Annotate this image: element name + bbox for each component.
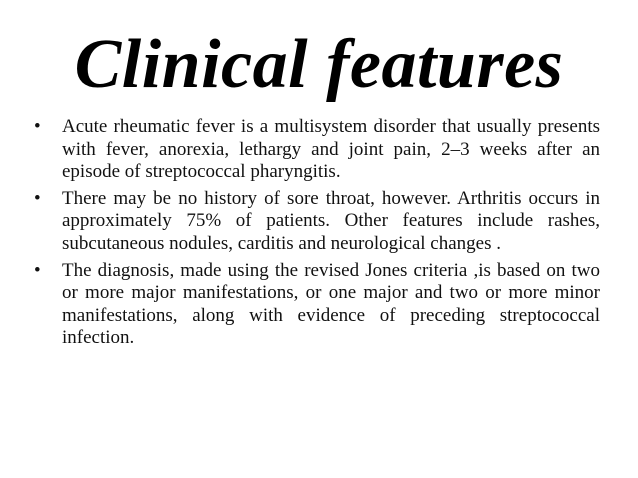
bullet-item [34, 260, 600, 350]
bullet-icon: • [34, 187, 41, 209]
bullet-icon: • [34, 116, 41, 137]
bullet-text: The diagnosis, made using the revised Jones criteria ,is based on two or more major manifestations, or one major and two or more minor manifestations, along with evidence of preceding streptococcal infection. [62, 259, 600, 349]
bullet-list [34, 116, 600, 354]
bullet-text: There may be no history of sore throat, however. Arthritis occurs in approximately 75% of patients. Other features include rashes, subcutaneous nodules, carditis and neurological changes . [62, 187, 600, 254]
bullet-item [34, 116, 600, 184]
slide-title: Clinical features [74, 26, 564, 103]
bullet-item [34, 188, 600, 256]
bullet-icon: • [34, 259, 41, 281]
bullet-text: Acute rheumatic fever is a multisystem disorder that usually presents with fever, anorexia, lethargy and joint pain, 2–3 weeks after an episode of streptococcal pharyngitis. [62, 116, 600, 183]
